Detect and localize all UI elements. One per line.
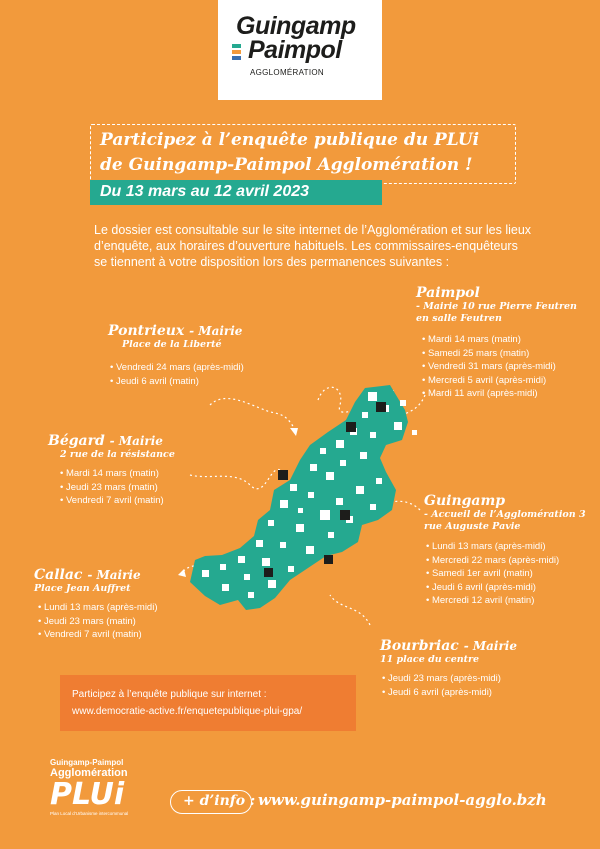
- town-name: Pontrieux: [108, 323, 185, 339]
- schedule-item: • Vendredi 24 mars (après-midi): [110, 361, 298, 375]
- schedule-item: • Mardi 14 mars (matin): [422, 333, 586, 347]
- schedule-item: • Mercredi 22 mars (après-midi): [426, 554, 594, 568]
- logo-line2: Paimpol: [248, 36, 342, 64]
- schedule-list: [382, 672, 580, 699]
- schedule-item: • Mardi 14 mars (matin): [60, 467, 238, 481]
- agglo-logo: [218, 0, 382, 100]
- town-address: Place Jean Auffret: [34, 583, 131, 594]
- town-name: Guingamp: [424, 493, 506, 509]
- schedule-list: [110, 361, 298, 388]
- location-paimpol: [416, 285, 586, 401]
- town-name: Paimpol: [416, 285, 480, 301]
- location-bourbriac: [380, 638, 580, 699]
- town-address-head: - Mairie: [463, 639, 517, 653]
- schedule-item: • Jeudi 6 avril (après-midi): [382, 686, 580, 700]
- title-line1: Participez à l’enquête publique du PLUi: [100, 130, 480, 150]
- internet-link[interactable]: www.democratie-active.fr/enquetepublique-plui-gpa/: [72, 706, 303, 717]
- schedule-item: • Jeudi 23 mars (après-midi): [382, 672, 580, 686]
- schedule-item: • Jeudi 6 avril (matin): [110, 375, 298, 389]
- location-callac: [34, 567, 224, 642]
- location-pontrieux: [108, 323, 298, 388]
- town-address: - Mairie 10 rue Pierre Feutren en salle Feutren: [416, 301, 577, 324]
- date-range: Du 13 mars au 12 avril 2023: [100, 183, 310, 200]
- logo-subtitle: AGGLOMÉRATION: [250, 68, 324, 77]
- location-begard: [48, 433, 238, 508]
- plui-wordmark: PLUi: [50, 777, 125, 812]
- info-url[interactable]: www.guingamp-paimpol-agglo.bzh: [258, 791, 547, 809]
- town-address: 11 place du centre: [380, 654, 480, 665]
- town-address: - Accueil de l’Agglomération 3 rue Auguste Pavie: [424, 509, 586, 532]
- schedule-item: • Mercredi 5 avril (après-midi): [422, 374, 586, 388]
- town-address: 2 rue de la résistance: [60, 449, 175, 460]
- schedule-item: • Lundi 13 mars (après-midi): [426, 540, 594, 554]
- location-guingamp: [424, 493, 594, 608]
- schedule-item: • Samedi 25 mars (matin): [422, 347, 586, 361]
- brand-line2: Agglomération: [50, 767, 128, 779]
- schedule-item: • Vendredi 7 avril (matin): [60, 494, 238, 508]
- plui-logo: [50, 758, 160, 817]
- internet-box: [60, 675, 356, 731]
- schedule-list: [426, 540, 594, 608]
- town-name: Bourbriac: [380, 638, 459, 654]
- logo-line1: Guingamp: [236, 12, 356, 40]
- date-band: [90, 180, 382, 205]
- schedule-item: • Samedi 1er avril (matin): [426, 567, 594, 581]
- schedule-item: • Jeudi 6 avril (après-midi): [426, 581, 594, 595]
- town-name: Callac: [34, 567, 83, 583]
- info-label: + d’info :: [183, 793, 256, 809]
- intro-text: Le dossier est consultable sur le site internet de l’Agglomération et sur les lieux d’enquête, aux horaires d’ouverture habituels. Les commissaires-enquêteurs se tiennent à votre disposition lors des permanences suivantes :: [94, 223, 532, 269]
- schedule-item: • Lundi 13 mars (après-midi): [38, 601, 224, 615]
- town-name: Bégard: [48, 433, 105, 449]
- schedule-item: • Vendredi 31 mars (après-midi): [422, 360, 586, 374]
- internet-label: Participez à l’enquête publique sur internet :: [72, 689, 267, 700]
- schedule-list: [60, 467, 238, 508]
- town-address-head: - Mairie: [189, 324, 243, 338]
- schedule-item: • Jeudi 23 mars (matin): [60, 481, 238, 495]
- plui-subtitle: Plan Local d’Urbanisme intercommunal: [50, 811, 129, 816]
- title-line2: de Guingamp-Paimpol Agglomération !: [100, 155, 473, 175]
- schedule-list: [38, 601, 224, 642]
- town-address: Place de la Liberté: [122, 339, 222, 350]
- town-address-head: - Mairie: [109, 434, 163, 448]
- schedule-item: • Vendredi 7 avril (matin): [38, 628, 224, 642]
- schedule-list: [422, 333, 586, 401]
- brand-line1: Guingamp-Paimpol: [50, 758, 124, 767]
- schedule-item: • Mardi 11 avril (après-midi): [422, 387, 586, 401]
- schedule-item: • Mercredi 12 avril (matin): [426, 594, 594, 608]
- info-badge: [170, 790, 256, 814]
- schedule-item: • Jeudi 23 mars (matin): [38, 615, 224, 629]
- town-address-head: - Mairie: [87, 568, 141, 582]
- logo-bars: [232, 44, 241, 62]
